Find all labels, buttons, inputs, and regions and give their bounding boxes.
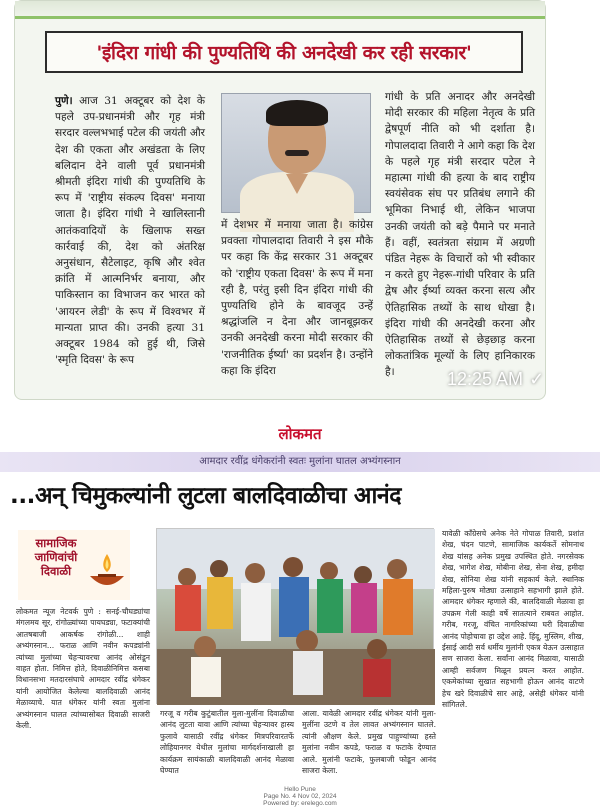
previous-message-edge <box>15 1 545 19</box>
clipping-2-footer <box>0 786 600 808</box>
portrait-hair <box>266 100 328 126</box>
portrait-moustache <box>285 150 309 156</box>
clipping-image-1[interactable] <box>14 0 546 400</box>
clipping-2-column-1: लोकमत न्यूज नेटवर्क पुणे : सनई-चौघड्यांचा मंगलमय सूर, रांगोळ्यांच्या पायघड्या, फटाक्यांची आतषबाजी आकर्षक रांगोळी... शाही अभ्यंगस्नान... फराळ आणि नवीन कपड्यांनी त्यांच्या मुलांच्या चेहऱ्यावरचा आनंद ओसंडून वाहत होता. निमित्त होते, दिवाळीनिमित्त कसबा विधानसभा मतदारसंघाचे आमदार रवींद्र धंगेकर यांनी आयोजित केलेल्या बालदिवाळी आनंद मेळाव्याचे. यात धंगेकर यांनी स्वतः मुलांना अभ्यंगस्नान घालत त्यांच्यासोबत दिवाळी साजरी केली. <box>16 607 150 731</box>
check-icon: ✓ <box>529 369 545 389</box>
clipping-image-2[interactable] <box>0 408 600 808</box>
clipping-1-column-1 <box>55 93 205 385</box>
footer-powered-by: Powered by: erelego.com <box>263 800 337 808</box>
column-1-text: आज 31 अक्टूबर को देश के पहले उप-प्रधानमंत्री और गृह मंत्री सरदार वल्लभभाई पटेल की जयंती और देश की एकता और अखंडता के लिए बलिदान देने वाली पूर्व प्रधानमंत्री श्रीमती इंदिरा गांधी की पुण्यतिथि के रूप में 'राष्ट्रीय संकल्प दिवस' मनाया जाता है। इंदिरा गांधी ने खालिस्तानी आतंकवादियों के खिलाफ सख्त कार्रवाई की, देश को अंतरिक्ष अनुसंधान, सैटेलाइट, कृषि और श्वेत क्रांति में आत्मनिर्भर बनाया, और पाकिस्तान का विभाजन कर भारत को 'आयरन लेडी' के रूप में विश्वभर में मान्यता प्राप्त की। उनकी हत्या 31 अक्टूबर 1984 को हुई थी, जिसे 'स्मृति दिवस' के रूप <box>55 95 205 367</box>
clipping-1-column-2: में देशभर में मनाया जाता है। कांग्रेस प्रवक्ता गोपालदादा तिवारी ने इस मौके पर कहा कि केंद्र सरकार 31 अक्टूबर को 'राष्ट्रीय एकता दिवस' के रूप में मना रही है, परंतु इसी दिन इंदिरा गांधी की पुण्यतिथि होने के बावजूद उन्हें श्रद्धांजलि न देना और जानबूझकर उनकी अनदेखी करना मोदी सरकार की 'राजनीतिक ईर्ष्या' का प्रदर्शन है। उन्होंने कहा कि इंदिरा <box>221 219 373 377</box>
clipping-2-column-3: आला. यावेळी आमदार रवींद्र धंगेकर यांनी मुला-मुलींना उटणे व तेल लावत अभ्यंगस्नान घातले. त्यांनी औक्षण केले. प्रमुख पाहुण्यांच्या हस्ते मुलांना नवीन कपडे, फराळ व फटाके देण्यात आले. मुलांनी फटाके, फुलबाजी फोडून आनंद साजरा केला. <box>302 709 436 776</box>
section-tag-box <box>18 530 130 600</box>
dateline: पुणे। <box>55 95 73 107</box>
crowd-illustration <box>157 529 435 705</box>
section-tag-text <box>24 536 88 578</box>
footer-page-date: Page No. 4 Nov 02, 2024 <box>263 793 337 801</box>
diya-lamp-icon <box>86 550 128 594</box>
clipping-2-headline: ...अन् चिमुकल्यांनी लुटला बालदिवाळीचा आनंद <box>10 483 402 509</box>
tag-line-1: सामाजिक <box>35 536 77 550</box>
footer-publication: Hello Pune <box>284 786 316 793</box>
clipping-1-headline: 'इंदिरा गांधी की पुण्यतिथि की अनदेखी कर रही सरकार' <box>45 31 523 73</box>
tag-line-3: दिवाळी <box>40 564 72 578</box>
timestamp-text: 12:25 AM <box>447 369 524 389</box>
speaker-portrait-photo <box>221 93 371 213</box>
clipping-2-column-2: गरजू व गरीब कुटुंबातील मुला-मुलींना दिवाळीचा आनंद लुटता यावा आणि त्यांच्या चेहऱ्यावर हास्य फुलावे यासाठी रवींद्र धंगेकर मित्रपरिवारतर्फे लोहियानगर येथील मुलांचा मार्गदर्शनाखाली हा कार्यक्रम सायंकाळी बालदिवाळी आनंद मेळावा घेण्यात <box>160 709 294 776</box>
tag-line-2: जाणिवांची <box>34 550 78 564</box>
clipping-2-column-4: यावेळी काँग्रेसचे अनेक नेते गोपाळ तिवारी, प्रशांत शेख, चंदन पाटणे, सामाजिक कार्यकर्ते सोमनाथ शेख यांसह अनेक प्रमुख उपस्थित होते. नगरसेवक शेख, भागेश शेख, मोबीना शेख, सेना शेख, हमीदा शेख, सोनिया शेख यांनी सहकार्य केले. स्थानिक महिला-पुरुष मोठ्या उत्साहाने सहभागी झाले होते. आमदार धंगेकर म्हणाले की, बालदिवाळी मेळावा हा उपक्रम गेली काही वर्षे सातत्याने राबवत आहोत. गरीब, गरजू, वंचित नागरिकांच्या घरी दिवाळीचा आनंद पोहोचावा हा उद्देश आहे. हिंदू, मुस्लिम, शीख, ईसाई आदी सर्व धर्मीय मुलांनी एकत्र येऊन उत्साहात सण साजरा केला. सर्वांना आनंद मिळावा, यासाठी आम्ही सर्वजण मिळून प्रयत्न करत आहोत. एकमेकांच्या सुखात सहभागी होऊन आनंद वाटणे हेच खरे दिवाळीचे सार आहे, असेही धंगेकर यांनी सांगितले. <box>442 529 584 710</box>
newspaper-masthead: लोकमत <box>278 425 322 443</box>
clipping-2-subheading: आमदार रवींद्र धंगेकरांनी स्वतः मुलांना घातल अभ्यंगस्नान <box>0 452 600 472</box>
message-timestamp <box>447 369 544 390</box>
clipping-1-column-3: गांधी के प्रति अनादर और अनदेखी मोदी सरकार की महिला नेतृत्व के प्रति द्वेषपूर्ण नीति को भी दर्शाता है। गोपालदादा तिवारी ने आगे कहा कि देश के पहले गृह मंत्री सरदार पटेल ने महात्मा गांधी की हत्या के बाद राष्ट्रीय स्वयंसेवक संघ पर प्रतिबंध लगाने की भूमिका निभाई थी, लेकिन भाजपा उनकी जयंती को बड़े पैमाने पर मनाते हैं। वहीं, स्वतंत्रता संग्राम में अग्रणी पंडित नेहरू के विचारों को भी स्वीकार न करते हुए नेहरू-गांधी परिवार के प्रति द्वेष और ईर्ष्या व्यक्त करना सत्य और ऐतिहासिक तथ्यों के साथ धोखा है। इंदिरा गांधी की अनदेखी करना और ऐतिहासिक तथ्यों से छेड़छाड़ करना लोकतांत्रिक मूल्यों के लिए हानिकारक है। <box>385 91 535 379</box>
event-crowd-photo <box>156 528 434 704</box>
